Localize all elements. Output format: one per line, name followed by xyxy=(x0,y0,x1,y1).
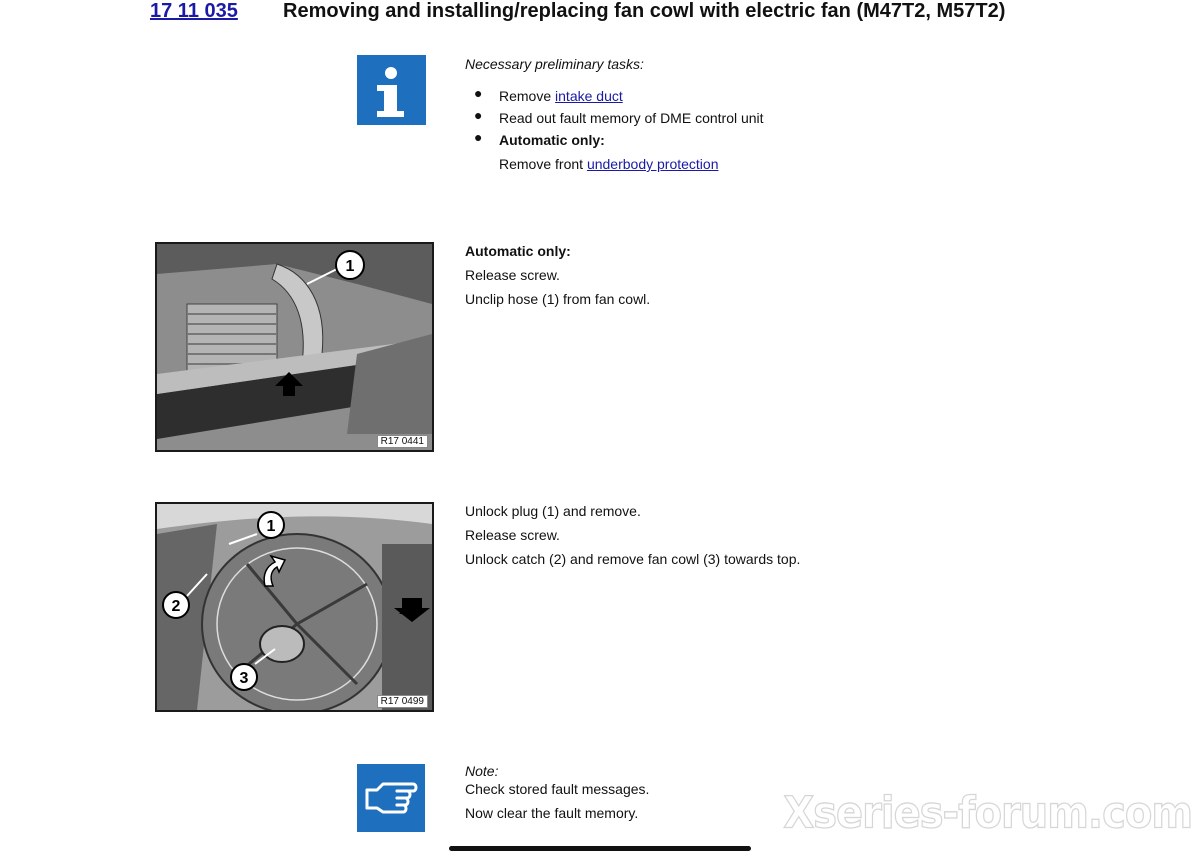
list-item xyxy=(499,153,718,177)
list-item xyxy=(499,85,623,109)
callout-3: 3 xyxy=(239,670,249,687)
step2-line: Unlock plug (1) and remove. xyxy=(465,503,641,519)
figure-hose-clip xyxy=(155,242,434,452)
figure-reference: R17 0499 xyxy=(377,695,428,708)
callout-1: 1 xyxy=(345,258,355,275)
step1-line: Unclip hose (1) from fan cowl. xyxy=(465,291,651,307)
step2-line: Unlock catch (2) and remove fan cowl (3) towards top. xyxy=(465,551,801,567)
note-line: Now clear the fault memory. xyxy=(465,805,639,821)
pointing-hand-icon xyxy=(357,764,425,832)
intake-duct-link[interactable]: intake duct xyxy=(555,88,623,104)
bullet-icon: ● xyxy=(474,107,483,123)
list-item-label: Automatic only: xyxy=(499,132,605,148)
info-icon xyxy=(357,55,426,125)
note-line: Check stored fault messages. xyxy=(465,781,650,797)
document-code-link[interactable]: 17 11 035 xyxy=(150,0,238,22)
list-item: Read out fault memory of DME control unit xyxy=(499,110,764,126)
watermark: Xseries-forum.com xyxy=(783,787,1192,839)
step1-line: Release screw. xyxy=(465,267,560,283)
list-item-text: Remove xyxy=(499,88,556,104)
note-label: Note: xyxy=(465,763,499,779)
underbody-protection-link[interactable]: underbody protection xyxy=(586,156,719,172)
figure-illustration xyxy=(157,504,432,710)
page-title: Removing and installing/replacing fan cowl with electric fan (M47T2, M57T2) xyxy=(283,0,1006,22)
figure-reference: R17 0441 xyxy=(377,435,428,448)
home-indicator[interactable] xyxy=(449,846,751,851)
callout-1: 1 xyxy=(266,518,276,535)
list-item-text: Remove front xyxy=(499,156,587,172)
bullet-icon: ● xyxy=(474,129,483,145)
bullet-icon: ● xyxy=(474,85,483,101)
figure-fan-cowl xyxy=(155,502,434,712)
figure-illustration xyxy=(157,244,432,450)
callout-2: 2 xyxy=(171,598,181,615)
step1-label: Automatic only: xyxy=(465,243,571,259)
preliminary-heading: Necessary preliminary tasks: xyxy=(465,56,644,72)
step2-line: Release screw. xyxy=(465,527,560,543)
